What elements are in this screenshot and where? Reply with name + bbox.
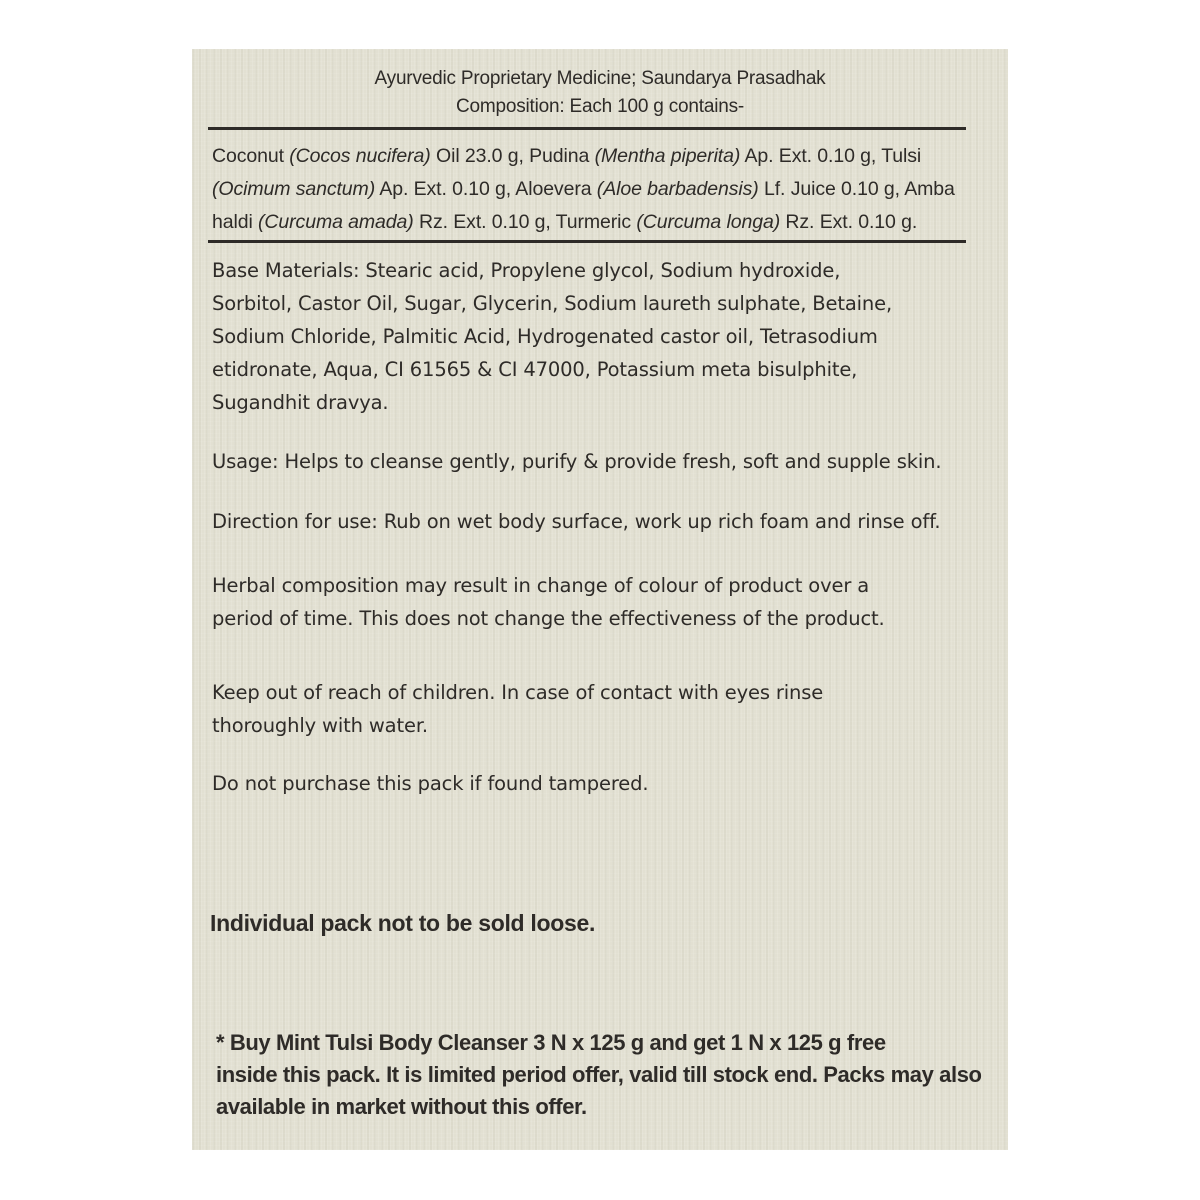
ingredient-aloe-qty: Lf. Juice 0.10 g, Amba haldi bbox=[212, 178, 955, 233]
offer-note-line: * Buy Mint Tulsi Body Cleanser 3 N x 125 g and get 1 N x 125 g free bbox=[216, 1030, 886, 1055]
ingredient-turmeric-latin: (Curcuma longa) bbox=[636, 211, 781, 233]
base-materials-line: etidronate, Aqua, CI 61565 & CI 47000, Potassium meta bisulphite, bbox=[212, 358, 858, 381]
ingredient-tulsi-qty: Ap. Ext. 0.10 g, Aloevera bbox=[375, 178, 597, 200]
loose-sale-notice: Individual pack not to be sold loose. bbox=[210, 910, 596, 936]
ingredient-tulsi-latin: (Ocimum sanctum) bbox=[212, 178, 376, 200]
ingredient-amba-latin: (Curcuma amada) bbox=[258, 211, 414, 233]
ingredient-turmeric-qty: Rz. Ext. 0.10 g. bbox=[780, 211, 918, 233]
ingredient-coconut-qty: Oil 23.0 g, Pudina bbox=[430, 145, 595, 167]
herbal-note bbox=[212, 569, 885, 635]
safety-warning bbox=[212, 676, 823, 742]
header-composition: Composition: Each 100 g contains- bbox=[455, 96, 745, 117]
base-materials bbox=[212, 254, 892, 419]
ingredient-pudina-latin: (Mentha piperita) bbox=[594, 145, 741, 167]
ingredient-amba-qty: Rz. Ext. 0.10 g, Turmeric bbox=[413, 211, 637, 233]
offer-note-line: inside this pack. It is limited period offer, valid till stock end. Packs may also bbox=[216, 1062, 982, 1087]
direction-text: Direction for use: Rub on wet body surface, work up rich foam and rinse off. bbox=[212, 510, 941, 533]
header-title: Ayurvedic Proprietary Medicine; Saundarya Prasadhak bbox=[374, 68, 826, 89]
base-materials-line: Sodium Chloride, Palmitic Acid, Hydrogenated castor oil, Tetrasodium bbox=[212, 325, 878, 348]
safety-warning-line: thoroughly with water. bbox=[212, 714, 428, 737]
base-materials-line: Sorbitol, Castor Oil, Sugar, Glycerin, Sodium laureth sulphate, Betaine, bbox=[212, 292, 893, 315]
ingredient-coconut: Coconut bbox=[212, 145, 290, 167]
herbal-note-line: period of time. This does not change the effectiveness of the product. bbox=[212, 607, 885, 630]
usage-text: Usage: Helps to cleanse gently, purify & provide fresh, soft and supple skin. bbox=[212, 450, 942, 473]
ingredient-coconut-latin: (Cocos nucifera) bbox=[289, 145, 431, 167]
herbal-note-line: Herbal composition may result in change of colour of product over a bbox=[212, 574, 870, 597]
composition-ingredients bbox=[212, 140, 972, 239]
label-panel bbox=[192, 49, 1008, 1150]
ingredient-pudina-qty: Ap. Ext. 0.10 g, Tulsi bbox=[740, 145, 922, 167]
offer-note-line: available in market without this offer. bbox=[216, 1094, 587, 1119]
divider-bottom bbox=[208, 240, 966, 243]
tamper-warning: Do not purchase this pack if found tampered. bbox=[212, 772, 649, 795]
safety-warning-line: Keep out of reach of children. In case of contact with eyes rinse bbox=[212, 681, 824, 704]
ingredient-aloe-latin: (Aloe barbadensis) bbox=[596, 178, 759, 200]
offer-note bbox=[216, 1027, 982, 1123]
base-materials-line: Sugandhit dravya. bbox=[212, 391, 389, 414]
divider-top bbox=[208, 127, 966, 130]
base-materials-line: Base Materials: Stearic acid, Propylene glycol, Sodium hydroxide, bbox=[212, 259, 841, 282]
